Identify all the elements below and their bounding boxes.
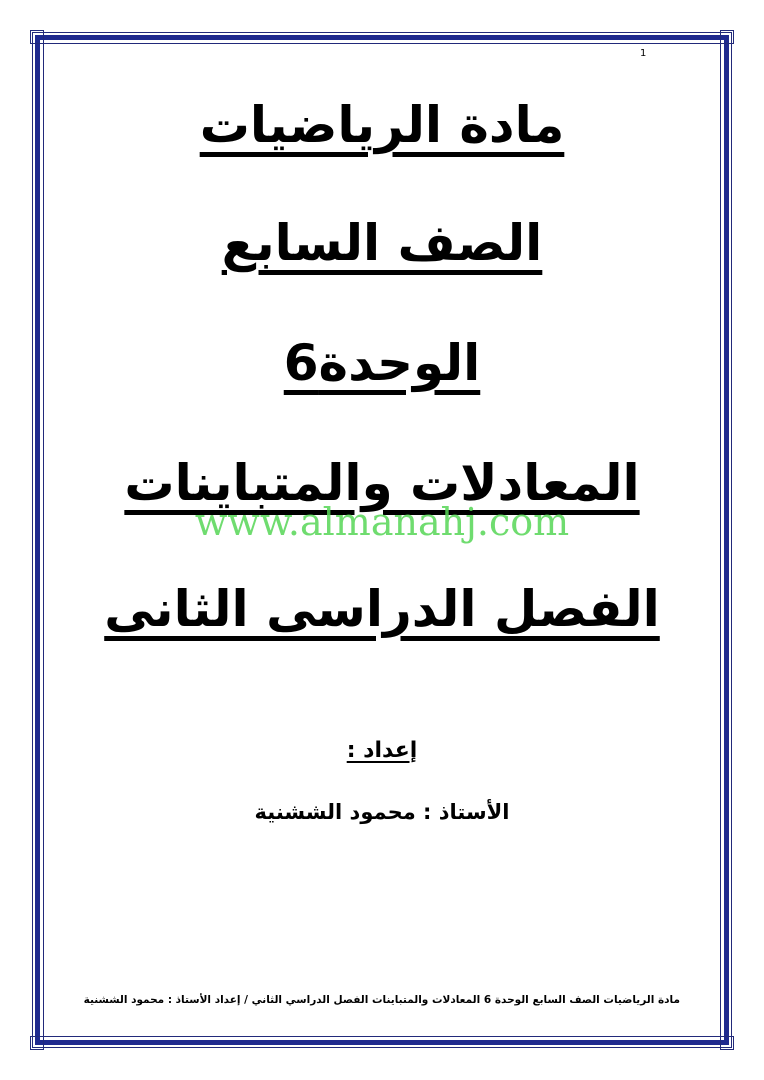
border-corner-bottom-left (30, 1036, 44, 1050)
semester-title (50, 580, 714, 638)
subject-title-text: مادة الرياضيات (199, 96, 565, 154)
border-corner-top-left (30, 30, 44, 44)
grade-title (50, 214, 714, 272)
page-number: 1 (640, 48, 647, 59)
author-name: الأستاذ : محمود الششنية (254, 800, 510, 824)
border-corner-bottom-right (720, 1036, 734, 1050)
grade-title-text: الصف السابع (221, 214, 543, 272)
topic-title-text: المعادلات والمتباينات (124, 454, 640, 512)
unit-title-text: الوحدة6 (283, 334, 481, 392)
preparation-label (50, 738, 714, 763)
page-footer: مادة الرياضيات الصف السابع الوحدة 6 المعادلات والمتباينات الفصل الدراسي الثاني / إعداد الأستاذ : محمود الششنية (83, 994, 680, 1006)
subject-title (50, 96, 714, 154)
preparation-label-text: إعداد : (346, 738, 418, 763)
border-corner-top-right (720, 30, 734, 44)
watermark: www.almanahj.com (194, 500, 570, 544)
unit-title (50, 334, 714, 392)
semester-title-text: الفصل الدراسى الثانى (104, 580, 660, 638)
